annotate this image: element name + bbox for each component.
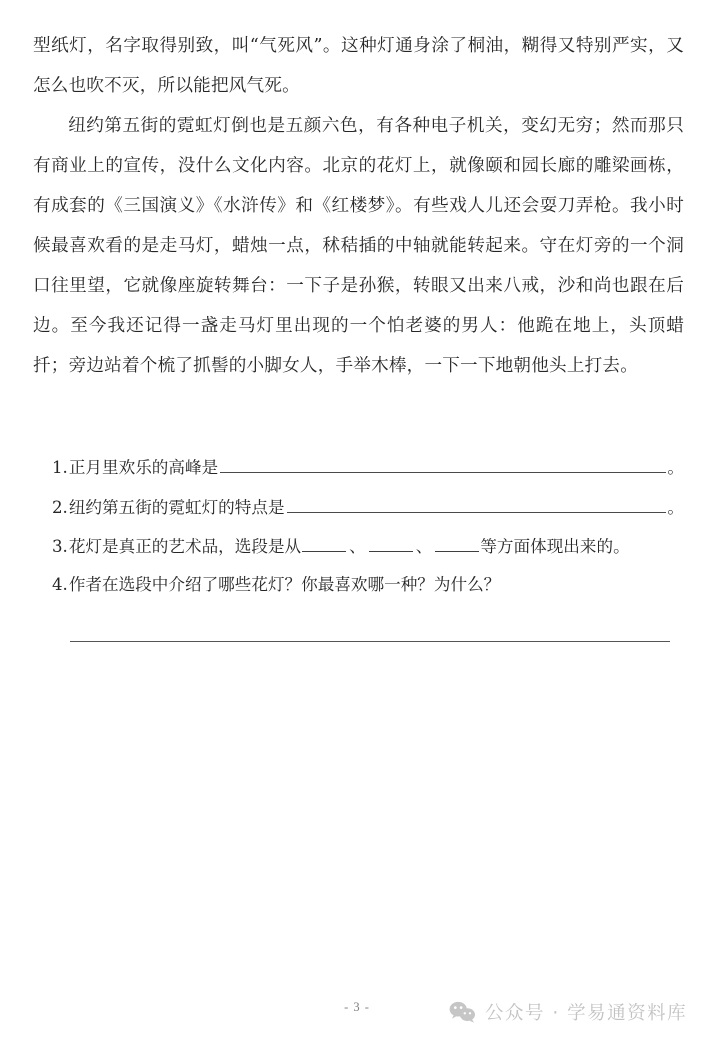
question-4-number: 4. <box>52 575 68 594</box>
passage-paragraph-2: 纽约第五街的霓虹灯倒也是五颜六色，有各种电子机关，变幻无穷；然而那只有商业上的宣传，没什么文化内容。北京的花灯上，就像颐和园长廊的雕梁画栋，有成套的《三国演义》《水浒传》和《红楼梦》。有些戏人儿还会耍刀弄枪。我小时候最喜欢看的是走马灯，蜡烛一点，秫秸插的中轴就能转起来。守在灯旁的一个洞口往里望，它就像座旋转舞台：一下子是孙猴，转眼又出来八戒，沙和尚也跟在后边。至今我还记得一盏走马灯里出现的一个怕老婆的男人：他跪在地上，头顶蜡扦；旁边站着个梳了抓髻的小脚女人，手举木棒，一下一下地朝他头上打去。 <box>33 116 684 376</box>
wechat-icon <box>449 1001 476 1023</box>
question-2-answer-blank[interactable] <box>287 495 667 513</box>
question-1-answer-blank[interactable] <box>220 455 666 473</box>
question-item-4 <box>52 566 684 604</box>
page-number: - 3 - <box>344 1000 370 1014</box>
question-4-text: 作者在选段中介绍了哪些花灯？你最喜欢哪一种？为什么？ <box>68 575 501 594</box>
question-1-text: 正月里欢乐的高峰是 <box>68 458 219 477</box>
question-list <box>52 448 684 604</box>
question-3-separator-2: 、 <box>415 537 433 556</box>
question-1-number: 1. <box>52 458 68 477</box>
question-1-end-punctuation: 。 <box>667 458 684 477</box>
passage-paragraph-1: 型纸灯，名字取得别致，叫“气死风”。这种灯通身涂了桐油，糊得又特别严实，又怎么也吹不灭，所以能把风气死。 <box>33 36 684 96</box>
question-3-answer-blank-2[interactable] <box>369 534 413 552</box>
reading-passage <box>33 26 684 386</box>
question-2-end-punctuation: 。 <box>667 498 684 517</box>
question-2-text: 纽约第五街的霓虹灯的特点是 <box>68 498 285 517</box>
question-4-answer-line[interactable] <box>70 641 670 642</box>
question-3-answer-blank-3[interactable] <box>435 534 479 552</box>
question-2-number: 2. <box>52 498 68 517</box>
watermark <box>449 999 687 1025</box>
question-item-2 <box>52 488 684 528</box>
question-item-3 <box>52 528 684 566</box>
question-item-1 <box>52 448 684 488</box>
watermark-text: 公众号 · 学易通资料库 <box>485 1003 688 1024</box>
question-3-text-after: 等方面体现出来的。 <box>480 537 630 556</box>
question-3-text-before: 花灯是真正的艺术品，选段是从 <box>68 537 302 556</box>
question-3-separator-1: 、 <box>349 537 366 556</box>
question-3-answer-blank-1[interactable] <box>302 534 346 552</box>
question-3-number: 3. <box>52 537 68 556</box>
